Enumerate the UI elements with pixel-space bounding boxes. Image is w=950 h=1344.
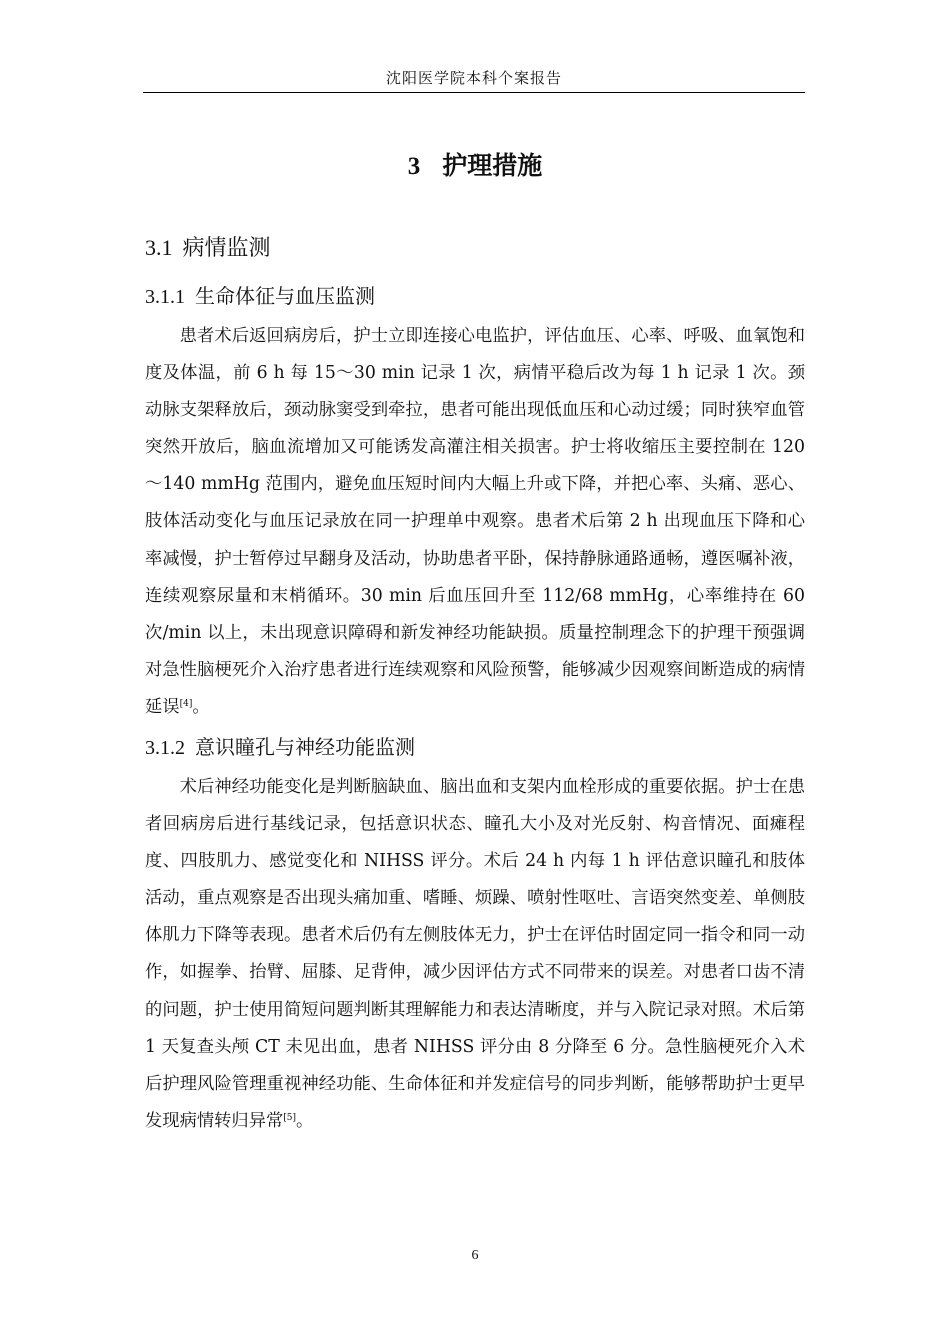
chapter-number: 3 (407, 153, 421, 180)
paragraph-text: 术后神经功能变化是判断脑缺血、脑出血和支架内血栓形成的重要依据。护士在患者回病房后进行基线记录，包括意识状态、瞳孔大小及对光反射、构音情况、面瘫程度、四肢肌力、感觉变化和 NIHSS 评分。术后 24 h 内每 1 h 评估意识瞳孔和肢体活动，重点观察是否出现头痛加重、嗜睡、烦躁、喷射性呕吐、言语突然变差、单侧肢体肌力下降等表现。患者术后仍有左侧肢体无力，护士在评估时固定同一指令和同一动作，如握拳、抬臂、屈膝、足背伸，减少因评估方式不同带来的误差。对患者口齿不清的问题，护士使用简短问题判断其理解能力和表达清晰度，并与入院记录对照。术后第 1 天复查头颅 CT 未见出血，患者 NIHSS 评分由 8 分降至 6 分。急性脑梗死介入术后护理风险管理重视神经功能、生命体征和并发症信号的同步判断，能够帮助护士更早发现病情转归异常 (145, 777, 805, 1131)
paragraph-text: 患者术后返回病房后，护士立即连接心电监护，评估血压、心率、呼吸、血氧饱和度及体温，前 6 h 每 15～30 min 记录 1 次，病情平稳后改为每 1 h 记录 1 次。颈动脉支架释放后，颈动脉窦受到牵拉，患者可能出现低血压和心动过缓；同时狭窄血管突然开放后，脑血流增加又可能诱发高灌注相关损害。护士将收缩压主要控制在 120～140 mmHg 范围内，避免血压短时间内大幅上升或下降，并把心率、头痛、恶心、肢体活动变化与血压记录放在同一护理单中观察。患者术后第 2 h 出现血压下降和心率减慢，护士暂停过早翻身及活动，协助患者平卧，保持静脉通路通畅，遵医嘱补液，连续观察尿量和末梢循环。30 min 后血压回升至 112/68 mmHg，心率维持在 60 次/min 以上，未出现意识障碍和新发神经功能缺损。质量控制理念下的护理干预强调对急性脑梗死介入治疗患者进行连续观察和风险预警，能够减少因观察间断造成的病情延误 (145, 326, 805, 717)
body-paragraph (145, 769, 805, 1140)
section-number: 3.1 (145, 235, 173, 260)
paragraph-end: 。 (296, 1110, 314, 1131)
paragraph-end: 。 (192, 696, 210, 717)
chapter-title: 护理措施 (442, 151, 543, 180)
subsection-number: 3.1.2 (145, 737, 185, 759)
subsection-number: 3.1.1 (145, 286, 185, 308)
subsection-title: 意识瞳孔与神经功能监测 (195, 735, 415, 759)
body-paragraph (145, 318, 805, 726)
chapter-heading (0, 148, 950, 185)
citation-ref: [4] (179, 698, 193, 709)
running-header (143, 68, 805, 93)
citation-ref: [5] (283, 1112, 297, 1123)
header-title: 沈阳医学院本科个案报告 (385, 69, 562, 87)
subsection-title: 生命体征与血压监测 (195, 284, 375, 308)
section-title: 病情监测 (182, 236, 271, 261)
subsection-heading (145, 730, 415, 765)
section-heading (145, 230, 271, 267)
page-number: 6 (471, 1248, 479, 1263)
subsection-heading (145, 279, 375, 314)
